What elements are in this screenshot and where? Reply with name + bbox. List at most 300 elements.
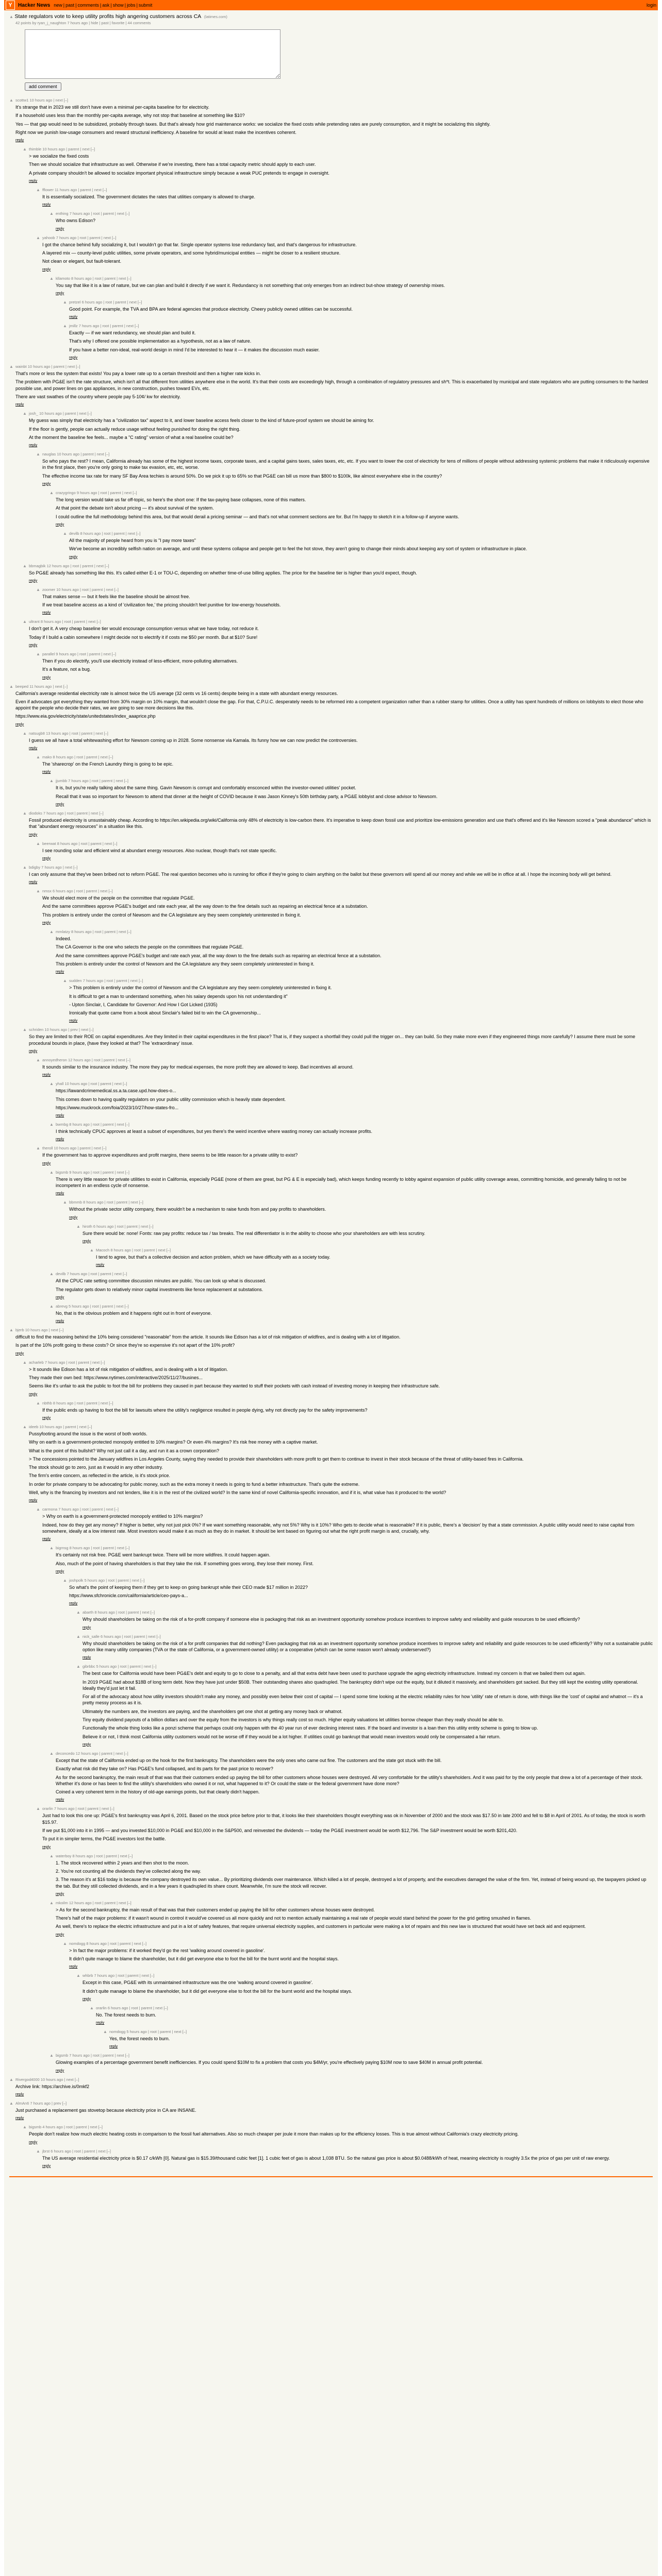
comment-header[interactable]: Rivergod4000 10 hours ago | next [–] bbox=[15, 2077, 79, 2082]
comment-body bbox=[42, 1401, 653, 1420]
upvote-arrow-icon[interactable]: ▲ bbox=[49, 1303, 54, 1309]
comment-paragraph: I see rounding solar and efficient wind at abundant energy resources. Also nuclear, though that's not state specific. bbox=[42, 848, 277, 853]
comment-paragraph: If the government has to approve expenditures and profit margins, there seems to be little reason for a private utility to exist? bbox=[42, 1153, 298, 1158]
comment-indent bbox=[9, 2006, 90, 2025]
upvote-arrow-icon[interactable]: ▲ bbox=[76, 1973, 80, 1978]
reply-link[interactable]: reply bbox=[96, 1262, 105, 1267]
comment-paragraph: I got the chance behind fully socializing it, but I wouldn't go that far. Single operator systems lose redundancy fast, and that's dangerous for infrastructure. bbox=[42, 242, 357, 247]
reply-link[interactable]: reply bbox=[82, 1238, 91, 1243]
reply-link[interactable]: reply bbox=[56, 521, 64, 527]
upvote-arrow-icon[interactable]: ▲ bbox=[49, 1081, 54, 1087]
comment-paragraph: https://www.sfchronicle.com/california/article/ceo-pays-a... bbox=[69, 1593, 188, 1599]
comment-header[interactable]: devilb 7 hours ago | root | parent | next [–] bbox=[56, 1272, 127, 1277]
comment-header[interactable]: carmona 7 hours ago | root | parent | next [–] bbox=[42, 1507, 119, 1512]
reply-link[interactable]: reply bbox=[29, 443, 38, 448]
reply-link[interactable]: reply bbox=[56, 1318, 64, 1324]
reply-link[interactable]: reply bbox=[15, 2115, 24, 2121]
comment-text bbox=[56, 217, 653, 224]
comment bbox=[9, 2029, 653, 2048]
reply-link[interactable]: reply bbox=[56, 1568, 64, 1573]
comment-header[interactable]: bbmagbik 12 hours ago | root | parent | next [–] bbox=[29, 563, 109, 568]
comment-header[interactable]: beeped 11 hours ago | next [–] bbox=[15, 684, 68, 689]
comment-paragraph: As well, there's to replace the electric infrastructure and put in a lot of safety features, that require universal electricity supplies, and customers in particular were making a lot of repairs and this new law is structured that would have set back aid and equipment. bbox=[56, 1924, 586, 1929]
comment-paragraph: In order for private company to be advocating for public money, such as the extra money it needs is going to fund a better infrastructure. That's quite the extreme. bbox=[29, 1481, 360, 1487]
reply-link[interactable]: reply bbox=[15, 2092, 24, 2097]
comment-textarea[interactable] bbox=[25, 29, 280, 79]
add-comment-button[interactable]: add comment bbox=[25, 82, 61, 91]
comment-body bbox=[82, 1610, 653, 1629]
comment-header[interactable]: orarlin 6 hours ago | root | parent | next [–] bbox=[96, 2005, 168, 2010]
comment-header[interactable]: acharleb 7 hours ago | root | parent | next [–] bbox=[29, 1360, 105, 1365]
comment bbox=[9, 811, 653, 837]
comment-header[interactable]: nomdogg 5 hours ago | root | parent | next [–] bbox=[109, 2029, 187, 2035]
comment-header[interactable]: kllamoto 8 hours ago | root | parent | next [–] bbox=[56, 276, 131, 281]
comment-text bbox=[56, 1860, 653, 1889]
comment-header[interactable]: bwmbg 8 hours ago | root | parent | next [–] bbox=[56, 1122, 130, 1127]
comment-text bbox=[69, 1947, 653, 1962]
reply-link[interactable]: reply bbox=[56, 1931, 64, 1937]
comment-paragraph: Recall that it was so important for Newsom to attend that dinner at the height of COVID because it was Jason Kinney's 50th birthday party, a PG&E lobbyist and close advisor to Newsom. bbox=[56, 793, 438, 799]
reply-link[interactable]: reply bbox=[42, 1844, 51, 1849]
comment-paragraph: The long version would take us far off-topic, so here's the short one: If the tax-paying base collapses, none of this matters. bbox=[56, 497, 306, 503]
upvote-arrow-icon[interactable]: ▲ bbox=[49, 778, 54, 784]
upvote-arrow-icon[interactable]: ▲ bbox=[36, 452, 40, 457]
comment-header[interactable]: joshpolk 5 hours ago | root | parent | next [–] bbox=[69, 1578, 145, 1583]
comment-indent bbox=[9, 841, 36, 860]
reply-link[interactable]: reply bbox=[15, 138, 24, 143]
comment-body bbox=[42, 587, 653, 615]
comment bbox=[9, 889, 653, 925]
comment-paragraph: All the majority of people heard from you is "I pay more taxes" bbox=[69, 537, 196, 543]
nav-link-5[interactable]: jobs bbox=[127, 3, 136, 8]
upvote-arrow-icon[interactable]: ▲ bbox=[36, 587, 40, 592]
comment-header[interactable]: jbrst 6 hours ago | root | parent | next [–] bbox=[42, 2148, 111, 2154]
comment-paragraph: > In fact the major problems: if it worked they'd go the rest 'walking around covered in gasoline'. bbox=[69, 1947, 266, 1953]
upvote-arrow-icon[interactable]: ▲ bbox=[36, 1507, 40, 1512]
story-site[interactable]: (latimes.com) bbox=[204, 14, 227, 19]
reply-link[interactable]: reply bbox=[29, 578, 38, 583]
comment bbox=[9, 587, 653, 615]
comment-header[interactable]: hiroth 6 hours ago | root | parent | next [–] bbox=[82, 1224, 154, 1229]
comment-header[interactable]: bigsmb 9 hours ago | root | parent | next [–] bbox=[56, 1170, 130, 1175]
upvote-arrow-icon[interactable]: ▲ bbox=[63, 978, 67, 984]
comment-header[interactable]: jjumbb 7 hours ago | root | parent | next [–] bbox=[56, 778, 128, 784]
reply-link[interactable]: reply bbox=[56, 1797, 64, 1802]
reply-link[interactable]: reply bbox=[42, 1072, 51, 1077]
upvote-arrow-icon[interactable]: ▲ bbox=[23, 1027, 27, 1032]
comment-header[interactable]: mako 8 hours ago | root | parent | next [–] bbox=[42, 755, 113, 760]
comment-text bbox=[56, 497, 653, 520]
comment-body bbox=[56, 1170, 653, 1196]
reply-link[interactable]: reply bbox=[42, 610, 51, 615]
comment-header[interactable]: mmlatzy 8 hours ago | root | parent | next [–] bbox=[56, 929, 131, 935]
comment-body bbox=[15, 364, 653, 406]
comment-body bbox=[29, 147, 653, 183]
comment-indent bbox=[9, 300, 63, 319]
comment bbox=[9, 2125, 653, 2144]
reply-link[interactable]: reply bbox=[82, 1624, 91, 1630]
upvote-arrow-icon[interactable]: ▲ bbox=[36, 651, 40, 656]
reply-link[interactable]: reply bbox=[42, 481, 51, 486]
comment bbox=[9, 188, 653, 207]
reply-link[interactable]: reply bbox=[56, 801, 64, 806]
comment-header[interactable]: abrevg 5 hours ago | root | parent | next [–] bbox=[56, 1303, 129, 1309]
upvote-arrow-icon[interactable]: ▲ bbox=[23, 731, 27, 736]
comment-header[interactable]: thimble 10 hours ago | parent | next [–] bbox=[29, 147, 95, 152]
comment-indent bbox=[9, 1304, 49, 1323]
comment bbox=[9, 2101, 653, 2120]
upvote-arrow-icon[interactable]: ▲ bbox=[23, 810, 27, 816]
upvote-arrow-icon[interactable]: ▲ bbox=[76, 1224, 80, 1229]
comment-body bbox=[15, 684, 653, 726]
comment-header[interactable]: jmillz 7 hours ago | root | parent | next [–] bbox=[69, 324, 139, 329]
comment-header[interactable]: deconcedo 12 hours ago | parent | next [–] bbox=[56, 1751, 128, 1756]
reply-link[interactable]: reply bbox=[42, 769, 51, 774]
comment-header[interactable]: josh_ 10 hours ago | parent | next [–] bbox=[29, 411, 92, 416]
upvote-arrow-icon[interactable]: ▲ bbox=[36, 889, 40, 894]
nav-link-3[interactable]: ask bbox=[102, 3, 110, 8]
upvote-arrow-icon[interactable]: ▲ bbox=[49, 1122, 54, 1127]
comment-text bbox=[69, 1206, 653, 1212]
comment-header[interactable]: ideeb 10 hours ago | parent | next [–] bbox=[29, 1424, 92, 1429]
reply-link[interactable]: reply bbox=[56, 1294, 64, 1299]
comment-header[interactable]: beerwat 8 hours ago | root | parent | next [–] bbox=[42, 841, 118, 846]
upvote-arrow-icon[interactable]: ▲ bbox=[49, 929, 54, 935]
comment bbox=[9, 1027, 653, 1053]
upvote-arrow-icon[interactable]: ▲ bbox=[23, 147, 27, 152]
upvote-arrow-icon[interactable]: ▲ bbox=[76, 1610, 80, 1615]
reply-link[interactable]: reply bbox=[69, 1601, 78, 1606]
reply-link[interactable]: reply bbox=[56, 969, 64, 974]
reply-link[interactable]: reply bbox=[56, 1891, 64, 1896]
comment-header[interactable]: devilb 8 hours ago | root | parent | next [–] bbox=[69, 531, 141, 536]
nav-link-0[interactable]: new bbox=[54, 3, 62, 8]
reply-link[interactable]: reply bbox=[56, 290, 64, 295]
comment-paragraph: > As for the second bankruptcy, the main result of that was that their customers ended up paying the bill for other customers whose houses were destroyed. bbox=[56, 1907, 375, 1912]
comment-paragraph: If we treat baseline access as a kind of 'civilization fee,' the pricing shouldn't feel punitive for low-energy households. bbox=[42, 602, 281, 608]
comment-header[interactable]: nmsx 6 hours ago | root | parent | next [–] bbox=[42, 889, 113, 894]
comment-paragraph: The CA Governor is the one who selects the people on the committees that regulate PG&E. bbox=[56, 944, 244, 950]
comment-paragraph: The regulator gets down to relatively minor capital investments like fence replacement at substations. bbox=[56, 1286, 263, 1292]
footer-divider bbox=[9, 2176, 653, 2177]
comment-paragraph: 2. You're not counting all the dividends they've collected along the way. bbox=[56, 1868, 201, 1874]
upvote-arrow-icon[interactable]: ▲ bbox=[36, 2148, 40, 2154]
comment-header[interactable]: nomdogg 8 hours ago | root | parent | next [–] bbox=[69, 1941, 147, 1946]
comment-indent bbox=[9, 1425, 23, 1502]
upvote-arrow-icon[interactable]: ▲ bbox=[49, 1546, 54, 1551]
site-logo[interactable]: Y bbox=[6, 1, 15, 10]
comment-header[interactable]: pretzel 6 hours ago | root | parent | next [–] bbox=[69, 299, 142, 304]
reply-link[interactable]: reply bbox=[29, 832, 38, 837]
reply-link[interactable]: reply bbox=[29, 745, 38, 751]
comment-header[interactable]: zoomer 10 hours ago | root | parent | next [–] bbox=[42, 587, 119, 592]
comment-header[interactable]: yahoob 7 hours ago | root | parent | next [–] bbox=[42, 235, 117, 240]
reply-link[interactable]: reply bbox=[69, 355, 78, 360]
comment-paragraph: Yes, the forest needs to burn. bbox=[109, 2036, 170, 2042]
comment-paragraph: Except in this case, PG&E with its unmaintained infrastructure was the one 'walking around covered in gasoline'. bbox=[82, 1980, 313, 1986]
reply-link[interactable]: reply bbox=[29, 2139, 38, 2144]
comment-paragraph: If the floor is gently, people can actually reduce usage without feeling punished for doing the right thing. bbox=[29, 426, 241, 432]
comment-indent bbox=[9, 1973, 76, 2001]
upvote-arrow-icon[interactable]: ▲ bbox=[9, 364, 13, 369]
reply-link[interactable]: reply bbox=[69, 1214, 78, 1219]
upvote-arrow-icon[interactable]: ▲ bbox=[49, 490, 54, 496]
upvote-arrow-icon[interactable]: ▲ bbox=[63, 324, 67, 329]
story-title[interactable]: State regulators vote to keep utility profits high angering customers across CA bbox=[14, 13, 202, 20]
comment-header[interactable]: bigrnsg 8 hours ago | root | parent | next [–] bbox=[56, 1546, 130, 1551]
comment-paragraph: I think technically CPUC approves at least a subset of expenditures, but yes there's the weird incentive where wasting money can actually increase profits. bbox=[56, 1129, 373, 1134]
comment-body bbox=[42, 235, 653, 272]
comment-paragraph: Why should shareholders be taking on the risk of a for-profit company if someone else is packaging that risk as an investment opportunity somehow produce incentives to improve safety and reliability and guide resources to be used efficiently? bbox=[82, 1617, 580, 1622]
comment-header[interactable]: annoyedheron 12 hours ago | root | parent | next [–] bbox=[42, 1058, 130, 1062]
upvote-arrow-icon[interactable]: ▲ bbox=[49, 1900, 54, 1905]
comment-paragraph: I can only assume that they've been bribed not to reform PG&E. The real question becomes who is running for office if they're going to claim anything on the ballot but these governors will spend all our money and while we will be in office at all. I hope the incoming body will get behind. bbox=[29, 871, 612, 877]
comment-header[interactable]: schriden 10 hours ago | prev | next [–] bbox=[29, 1027, 94, 1032]
comment-header[interactable]: enthing 7 hours ago | root | parent | next [–] bbox=[56, 211, 130, 216]
reply-link[interactable]: reply bbox=[56, 226, 64, 231]
reply-link[interactable]: reply bbox=[42, 1160, 51, 1165]
comment-text bbox=[56, 1552, 653, 1567]
site-name-link[interactable]: Hacker News bbox=[18, 2, 51, 8]
reply-link[interactable]: reply bbox=[15, 1350, 24, 1355]
upvote-arrow-icon[interactable]: ▲ bbox=[63, 1941, 67, 1946]
comment bbox=[9, 1610, 653, 1629]
comment-header[interactable]: diodoks 7 hours ago | root | parent | next [–] bbox=[29, 810, 104, 816]
upvote-arrow-icon[interactable]: ▲ bbox=[76, 1634, 80, 1639]
comment bbox=[9, 2053, 653, 2072]
comment-text bbox=[42, 1407, 653, 1413]
reply-link[interactable]: reply bbox=[29, 178, 38, 183]
comment-text bbox=[42, 594, 653, 608]
comment-body bbox=[29, 564, 653, 583]
comment-text bbox=[42, 848, 653, 854]
reply-link[interactable]: reply bbox=[42, 920, 51, 925]
reply-link[interactable]: reply bbox=[29, 1048, 38, 1053]
comment bbox=[9, 1854, 653, 1896]
upvote-arrow-icon[interactable]: ▲ bbox=[36, 1058, 40, 1062]
comment-text bbox=[29, 1033, 653, 1046]
comment-header[interactable]: bigsmb 4 hours ago | root | parent | next [–] bbox=[29, 2125, 103, 2130]
reply-link[interactable]: reply bbox=[29, 1391, 38, 1396]
upvote-arrow-icon[interactable]: ▲ bbox=[9, 2101, 13, 2106]
comment-header[interactable]: gibrbbc 5 hours ago | root | parent | next [–] bbox=[82, 1664, 157, 1669]
comment-paragraph: They made their own bed: https://www.nytimes.com/interactive/2025/11/27/busines... bbox=[29, 1375, 203, 1381]
comment-indent bbox=[9, 1360, 23, 1396]
comment-header[interactable]: theroll 10 hours ago | parent | next [–] bbox=[42, 1146, 107, 1151]
nav-link-4[interactable]: show bbox=[112, 3, 124, 8]
comment-paragraph: > The concessions pointed to the January wildfires in Los Angeles County, saying they needed to provide their shareholders with more profit to get them to continue to invest in their stock because of the threat of utility-based fires in California. bbox=[29, 1456, 524, 1462]
upvote-arrow-icon[interactable]: ▲ bbox=[23, 1360, 27, 1365]
reply-link[interactable]: reply bbox=[69, 554, 78, 559]
comment bbox=[9, 147, 653, 183]
reply-link[interactable]: reply bbox=[15, 721, 24, 726]
comment-indent bbox=[9, 324, 63, 360]
upvote-arrow-icon[interactable]: ▲ bbox=[9, 1328, 13, 1333]
upvote-arrow-icon[interactable]: ▲ bbox=[9, 684, 13, 689]
comment-header[interactable]: whbrb 7 hours ago | root | parent | next [–] bbox=[82, 1973, 155, 1978]
comment-header[interactable]: Macoch 8 hours ago | root | parent | next [–] bbox=[96, 1247, 171, 1252]
reply-link[interactable]: reply bbox=[69, 314, 78, 319]
comment-header[interactable]: abarth 8 hours ago | root | parent | next [–] bbox=[82, 1610, 155, 1615]
comment-indent bbox=[9, 411, 23, 447]
comment-header[interactable]: yhall 10 hours ago | root | parent | next [–] bbox=[56, 1081, 127, 1087]
upvote-arrow-icon[interactable]: ▲ bbox=[23, 2125, 27, 2130]
comment-header[interactable]: waterboy 8 hours ago | root | parent | next [–] bbox=[56, 1853, 133, 1858]
comment bbox=[9, 1751, 653, 1802]
comment-paragraph: At the moment the baseline fee feels... maybe a "C rating" version of what a real baseline could be? bbox=[29, 434, 234, 440]
reply-link[interactable]: reply bbox=[56, 1113, 64, 1118]
upvote-arrow-icon[interactable]: ▲ bbox=[23, 1424, 27, 1429]
reply-link[interactable]: reply bbox=[42, 202, 51, 207]
comment-body bbox=[82, 1634, 653, 1660]
story bbox=[4, 10, 658, 93]
comment bbox=[9, 1272, 653, 1299]
reply-link[interactable]: reply bbox=[69, 1018, 78, 1023]
reply-link[interactable]: reply bbox=[42, 674, 51, 680]
comment-header[interactable]: natsugb8 13 hours ago | root | parent | next [–] bbox=[29, 731, 108, 736]
upvote-arrow-icon[interactable]: ▲ bbox=[63, 531, 67, 536]
upvote-arrow-icon[interactable]: ▲ bbox=[49, 1272, 54, 1277]
comment-text bbox=[109, 2036, 653, 2042]
comment-header[interactable]: orarlin 7 hours ago | root | parent | next [–] bbox=[42, 1806, 114, 1811]
reply-link[interactable]: reply bbox=[96, 2020, 105, 2025]
comment-indent bbox=[9, 1546, 49, 1573]
comment-paragraph: This comes down to having quality regulators on your public utility commission which is heavily state dependent. bbox=[56, 1096, 286, 1102]
upvote-arrow-icon[interactable]: ▲ bbox=[36, 188, 40, 193]
comment-header[interactable]: nbthb 8 hours ago | root | parent | next [–] bbox=[42, 1400, 113, 1405]
upvote-arrow-icon[interactable]: ▲ bbox=[90, 2005, 94, 2010]
upvote-arrow-icon[interactable]: ▲ bbox=[76, 1664, 80, 1669]
comment bbox=[9, 929, 653, 974]
upvote-arrow-icon[interactable]: ▲ bbox=[9, 14, 13, 19]
upvote-arrow-icon[interactable]: ▲ bbox=[36, 1806, 40, 1811]
reply-link[interactable]: reply bbox=[42, 1536, 51, 1541]
comment bbox=[9, 1578, 653, 1606]
reply-link[interactable]: reply bbox=[42, 2163, 51, 2168]
login-link[interactable]: login bbox=[646, 3, 656, 8]
comment-paragraph: > It sounds like Edison has a lot of risk mitigation of wildfires, and is dealing with a lot of litigation. bbox=[29, 1366, 228, 1372]
comment-header[interactable]: nick_salle 6 hours ago | root | parent | next [–] bbox=[82, 1634, 161, 1639]
upvote-arrow-icon[interactable]: ▲ bbox=[90, 1247, 94, 1252]
upvote-arrow-icon[interactable]: ▲ bbox=[49, 2053, 54, 2058]
upvote-arrow-icon[interactable]: ▲ bbox=[36, 841, 40, 846]
comment-header[interactable]: ultrant 8 hours ago | root | parent | next [–] bbox=[29, 619, 101, 624]
reply-link[interactable]: reply bbox=[56, 1191, 64, 1196]
reply-link[interactable]: reply bbox=[109, 2044, 118, 2049]
comment-body bbox=[42, 188, 653, 207]
comment-paragraph: Well, why is the financing by investors and not lenders, like it is in the rest of the civilized world? In the same kind of novel California-specific innovation, and if it is, what value has it produced to the world? bbox=[29, 1490, 446, 1496]
comment-indent bbox=[9, 211, 49, 230]
upvote-arrow-icon[interactable]: ▲ bbox=[36, 1400, 40, 1405]
upvote-arrow-icon[interactable]: ▲ bbox=[63, 1200, 67, 1205]
comment-header[interactable]: fflower 11 hours ago | parent | next [–] bbox=[42, 188, 107, 193]
comment-body bbox=[42, 841, 653, 860]
comment-paragraph: Except that the state of California ended up on the hook for the first bankruptcy. The shareholders were the only ones who came out fine. The customers and the state got stuck with the bill. bbox=[56, 1757, 442, 1763]
upvote-arrow-icon[interactable]: ▲ bbox=[36, 755, 40, 760]
reply-link[interactable]: reply bbox=[29, 642, 38, 647]
comment bbox=[9, 564, 653, 583]
comment-text bbox=[42, 1152, 653, 1158]
reply-link[interactable]: reply bbox=[82, 1741, 91, 1747]
comment-header[interactable]: crazygringo 9 hours ago | root | parent | next [–] bbox=[56, 490, 137, 496]
reply-link[interactable]: reply bbox=[29, 1498, 38, 1503]
comment-paragraph: That's more or less the system that exists! You pay a lower rate up to a certain threshold and then a higher rate kicks in. bbox=[15, 371, 261, 377]
upvote-arrow-icon[interactable]: ▲ bbox=[63, 299, 67, 304]
comment-header[interactable]: bdigby 7 hours ago | next [–] bbox=[29, 865, 78, 870]
comment-header[interactable]: wainbt 10 hours ago | parent | next [–] bbox=[15, 364, 80, 369]
comment-body bbox=[29, 1360, 653, 1396]
reply-link[interactable]: reply bbox=[82, 1655, 91, 1660]
comment bbox=[9, 2077, 653, 2096]
comment-header[interactable]: mkoilm 12 hours ago | root | parent | next [–] bbox=[56, 1900, 131, 1905]
comment-header[interactable]: nauglas 10 hours ago | parent | next [–] bbox=[42, 452, 110, 457]
comment-header[interactable]: bigsmb 7 hours ago | root | parent | next [–] bbox=[56, 2053, 130, 2058]
comment-body bbox=[69, 300, 653, 319]
nav-link-6[interactable]: submit bbox=[138, 3, 153, 8]
comment-header[interactable]: bbmmb 8 hours ago | root | parent | next [–] bbox=[69, 1200, 143, 1205]
comment bbox=[9, 531, 653, 559]
upvote-arrow-icon[interactable]: ▲ bbox=[36, 235, 40, 240]
reply-link[interactable]: reply bbox=[29, 879, 38, 885]
upvote-arrow-icon[interactable]: ▲ bbox=[49, 211, 54, 216]
upvote-arrow-icon[interactable]: ▲ bbox=[49, 1751, 54, 1756]
upvote-arrow-icon[interactable]: ▲ bbox=[9, 98, 13, 103]
comment-indent bbox=[9, 276, 49, 295]
comment-header[interactable]: AlmAn6 7 hours ago | prev [–] bbox=[15, 2101, 67, 2106]
reply-link[interactable]: reply bbox=[42, 266, 51, 272]
comment bbox=[9, 1634, 653, 1660]
reply-link[interactable]: reply bbox=[42, 855, 51, 860]
comment-body bbox=[96, 2006, 653, 2025]
comment bbox=[9, 490, 653, 527]
upvote-arrow-icon[interactable]: ▲ bbox=[63, 1578, 67, 1583]
upvote-arrow-icon[interactable]: ▲ bbox=[49, 1853, 54, 1858]
reply-link[interactable]: reply bbox=[42, 1415, 51, 1420]
upvote-arrow-icon[interactable]: ▲ bbox=[49, 276, 54, 281]
comment-text bbox=[82, 1670, 653, 1740]
comment-header[interactable]: sudden 7 hours ago | root | parent | next [–] bbox=[69, 978, 143, 984]
comment bbox=[9, 1973, 653, 2001]
comment-text bbox=[42, 2155, 653, 2161]
comment bbox=[9, 1224, 653, 1243]
comment-indent bbox=[9, 1122, 49, 1141]
reply-link[interactable]: reply bbox=[69, 1964, 78, 1969]
upvote-arrow-icon[interactable]: ▲ bbox=[9, 2077, 13, 2082]
reply-link[interactable]: reply bbox=[56, 2067, 64, 2073]
reply-link[interactable]: reply bbox=[82, 1996, 91, 2001]
comment-text bbox=[29, 871, 653, 877]
comment-header[interactable]: bjerb 10 hours ago | next [–] bbox=[15, 1328, 64, 1333]
comment-header[interactable]: scottw1 10 hours ago | next [–] bbox=[15, 98, 69, 103]
reply-link[interactable]: reply bbox=[15, 402, 24, 407]
comment-body bbox=[42, 652, 653, 680]
comment-indent bbox=[9, 1170, 49, 1196]
upvote-arrow-icon[interactable]: ▲ bbox=[36, 1146, 40, 1151]
nav-link-1[interactable]: past bbox=[65, 3, 75, 8]
nav-link-2[interactable]: comments bbox=[77, 3, 99, 8]
upvote-arrow-icon[interactable]: ▲ bbox=[23, 619, 27, 624]
comment-header[interactable]: parallel 9 hours ago | root | parent | next [–] bbox=[42, 651, 117, 656]
comment-form bbox=[25, 29, 653, 91]
upvote-arrow-icon[interactable]: ▲ bbox=[49, 1170, 54, 1175]
reply-link[interactable]: reply bbox=[56, 1137, 64, 1142]
comment-body bbox=[56, 1751, 653, 1802]
comment-text bbox=[42, 1812, 653, 1842]
upvote-arrow-icon[interactable]: ▲ bbox=[23, 865, 27, 870]
upvote-arrow-icon[interactable]: ▲ bbox=[23, 563, 27, 568]
upvote-arrow-icon[interactable]: ▲ bbox=[23, 411, 27, 416]
upvote-arrow-icon[interactable]: ▲ bbox=[103, 2029, 107, 2035]
